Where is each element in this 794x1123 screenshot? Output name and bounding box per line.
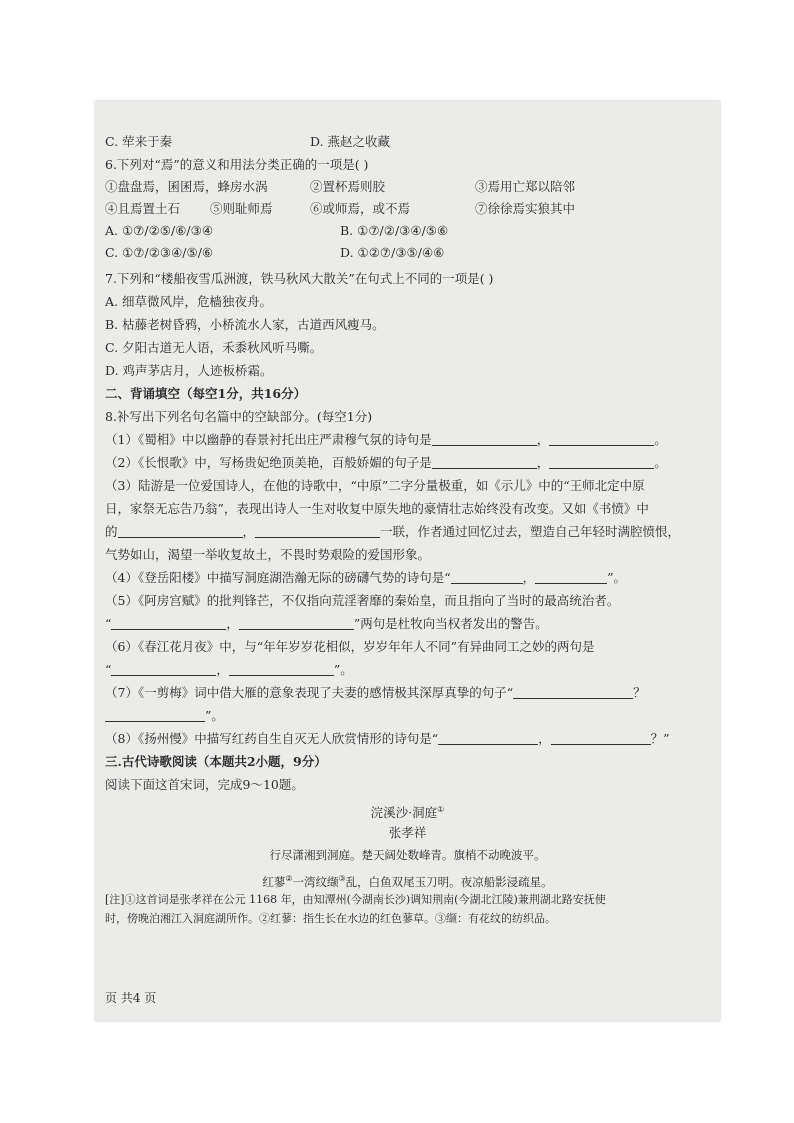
q6-item: ③焉用亡郑以陪邻 [475,179,576,194]
punct: ”。 [205,708,224,723]
exam-sheet [95,101,720,1021]
answer-blank[interactable] [432,431,537,446]
poem-author: 张孝祥 [388,825,427,840]
q8-stem: 8.补写出下列名句名篇中的空缺部分。(每空1分) [105,409,373,424]
q8-sub7-text: （7）《一剪梅》词中借大雁的意象表现了夫妻的感情极其深厚真挚的句子“ [105,685,514,700]
q6-items-row2 [105,198,710,220]
punct: “ [105,616,112,631]
q8-sub4 [105,566,710,589]
q8-sub2-text: （2）《长恨歌》中，写杨贵妃绝顶美艳，百般娇媚的句子是 [105,455,432,470]
q5-options-cd [105,131,710,153]
q6-item: ⑤则耻师焉 [210,201,273,216]
punct: ， [226,616,239,631]
q8-sub6-line2 [105,658,710,681]
q6-options-cd [105,242,710,264]
q8-sub1 [105,428,710,451]
punct: 。 [654,455,667,470]
q7-option: C. 夕阳古道无人语，禾黍秋风听马嘶。 [105,340,323,355]
answer-blank[interactable] [118,523,243,538]
footnote-mark: ③ [338,874,346,883]
q6-option-b: B. ①⑦/②/③④/⑤⑥ [340,223,449,238]
poem-text: 乱，白鱼双尾玉刀明。夜凉船影浸疏星。 [345,874,553,889]
section3-intro: 阅读下面这首宋词，完成9～10题。 [105,777,304,792]
q8-sub3-line3 [105,520,710,543]
q8-sub3-line2: 日，家祭无忘告乃翁”，表现出诗人一生对收复中原失地的豪情壮志始终没有改变。又如《书愤》中 [105,501,649,516]
q6-stem: 6.下列对“焉”的意义和用法分类正确的一项是( ) [105,157,369,172]
answer-blank[interactable] [535,569,607,584]
answer-blank[interactable] [432,454,537,469]
page-content [105,131,710,928]
q7-option: D. 鸡声茅店月，人迹板桥霜。 [105,363,273,378]
punct: ？ [633,685,646,700]
answer-blank[interactable] [513,684,633,699]
q8-sub2 [105,451,710,474]
q8-sub3-text: 一联，作者通过回忆过去，塑造自己年轻时满腔愤恨， [380,524,681,539]
punct: ， [242,524,256,539]
punct: “ [105,662,112,677]
q8-sub5-line1: （5）《阿房宫赋》的批判锋芒，不仅指向荒淫奢靡的秦始皇，而且指向了当时的最高统治者。 [105,593,620,608]
section3-title: 三.古代诗歌阅读（本题共2小题，9分） [105,754,327,769]
answer-blank[interactable] [111,661,216,676]
q8-sub7-line1 [105,681,710,704]
punct: ， [216,662,229,677]
q6-item: ⑥或师焉，或不焉 [310,201,411,216]
answer-blank[interactable] [549,454,654,469]
q8-sub8-text: （8）《扬州慢》中描写红药自生自灭无人欣赏情形的诗句是“ [105,731,439,746]
q7-option: A. 细草微风岸，危樯独夜舟。 [105,294,272,309]
q6-options-ab [105,220,710,242]
q6-items-row1 [105,176,710,198]
punct: ”。 [333,662,353,677]
punct: ， [536,455,550,470]
q8-sub1-text: （1）《蜀相》中以幽静的春景衬托出庄严肃穆气氛的诗句是 [105,432,432,447]
q6-option-d: D. ①②⑦/③⑤/④⑥ [340,245,445,260]
q5-option-d: D. 燕赵之收藏 [310,134,391,149]
poem-text: 红蓼 [262,874,286,889]
answer-blank[interactable] [229,661,334,676]
section2-title: 二、背诵填空（每空1分，共16分） [105,386,307,401]
q6-option-c: C. ①⑦/②③④/⑤/⑥ [105,245,214,260]
punct: ， [522,570,536,585]
q8-sub3-line4: 气势如山，渴望一举收复故土，不畏时势艰险的爱国形象。 [105,547,431,562]
q8-sub7-line2 [105,704,710,727]
q8-sub4-text: （4）《登岳阳楼》中描写洞庭湖浩瀚无际的磅礴气势的诗句是“ [105,570,451,585]
poem-line2 [105,867,710,890]
q8-sub5-text: ”两句是杜牧向当权者发出的警告。 [353,616,548,631]
punct: ， [538,731,551,746]
poem-text: 一湾纹缬 [292,874,339,889]
q8-sub5-line2 [105,612,710,635]
poem-title [105,798,710,821]
q6-item: ⑦徐徐焉实狼其中 [475,201,576,216]
q5-option-c: C. 荦来于秦 [105,134,173,149]
page-footer: 页 共4 页 [105,991,157,1005]
q6-option-a: A. ①⑦/②⑤/⑥/③④ [105,223,214,238]
poem-note-line2: 时，傍晚泊湘江入洞庭湖所作。②红蓼：指生长在水边的红色蓼草。③缬：有花纹的纺织品。 [105,912,556,925]
poem-line1: 行尽潇湘到洞庭。楚天阔处数峰青。旗梢不动晚波平。 [269,848,546,862]
answer-blank[interactable] [111,615,226,630]
q6-item: ④且焉置土石 [105,201,181,216]
punct: ？” [650,731,670,746]
q8-sub8 [105,727,710,750]
answer-blank[interactable] [239,615,354,630]
q6-item: ②置杯焉则胶 [310,179,386,194]
answer-blank[interactable] [451,569,523,584]
q6-item: ①盘盘焉，囷囷焉，蜂房水涡 [105,179,268,194]
q8-sub6-line1: （6）《春江花月夜》中，与“年年岁岁花相似，岁岁年年人不同”有异曲同工之妙的两句是 [105,639,595,654]
answer-blank[interactable] [549,431,654,446]
answer-blank[interactable] [255,523,380,538]
answer-blank[interactable] [438,730,538,745]
punct: 。 [654,432,667,447]
q8-sub3-line1: （3）陆游是一位爱国诗人，在他的诗歌中，“中原”二字分量极重，如《示儿》中的“王师北定中原 [105,478,645,493]
answer-blank[interactable] [105,707,205,722]
punct: ， [536,432,550,447]
poem-note-line1: [注]①这首词是张孝祥在公元 1168 年，由知潭州(今湖南长沙)调知荆南(今湖北江陵)兼荆湖北路安抚使 [105,893,606,906]
q7-option: B. 枯藤老树昏鸦，小桥流水人家，古道西风瘦马。 [105,317,385,332]
punct: ”。 [607,570,627,585]
poem-title-text: 浣溪沙·洞庭 [370,805,438,821]
footnote-mark: ① [437,805,445,814]
q7-stem: 7.下列和“楼船夜雪瓜洲渡，铁马秋风大散关”在句式上不同的一项是( ) [105,271,494,286]
q8-sub3-text: 的 [105,524,118,539]
answer-blank[interactable] [551,730,651,745]
footnote-mark: ② [285,874,293,883]
